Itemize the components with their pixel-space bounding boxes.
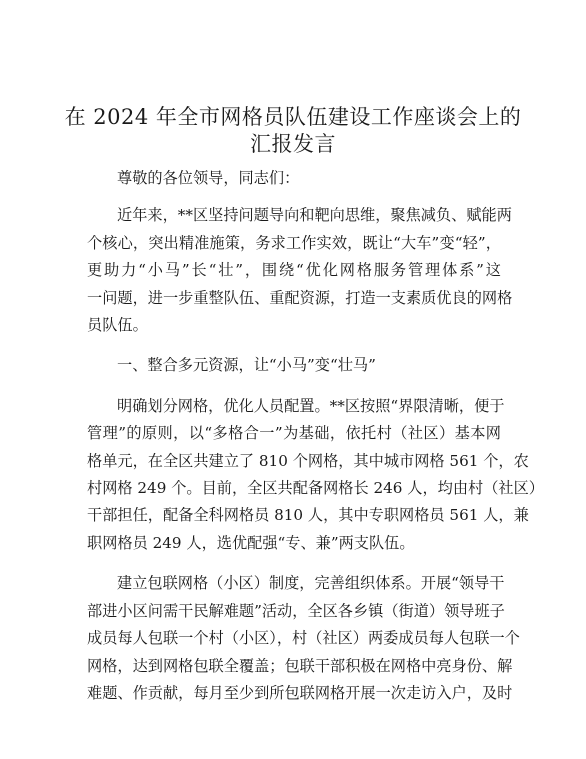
intro-line: 个核心，突出精准施策，务求工作实效，既让“大车”变“轻”，	[87, 233, 501, 252]
intro-paragraph	[87, 202, 513, 339]
salutation-text: 尊敬的各位领导，同志们：	[117, 169, 300, 187]
paragraph-line: 干部担任，配备全科网格员 810 人，其中专职网格员 561 人，兼	[87, 506, 529, 525]
paragraph-line: 管理”的原则，以“多格合一”为基础，依托村（社区）基本网	[87, 424, 501, 443]
grid-division-paragraph	[87, 393, 544, 557]
salutation	[87, 165, 501, 192]
intro-line: 员队伍。	[87, 316, 148, 335]
paragraph-line: 职网格员 249 人，选优配强“专、兼”两支队伍。	[87, 533, 415, 552]
contact-system-paragraph	[87, 570, 520, 707]
intro-line: 近年来，**区坚持问题导向和靶向思维，聚焦减负、赋能两	[117, 206, 512, 225]
paragraph-line: 网格，达到网格包联全覆盖；包联干部积极在网格中亮身份、解	[87, 656, 513, 675]
document-body	[87, 165, 544, 707]
document-title-line2: 汇报发言	[250, 132, 336, 156]
document-title-line1: 在 2024 年全市网格员队伍建设工作座谈会上的	[64, 105, 522, 129]
intro-line: 更助力“小马”长“壮”，围绕“优化网格服务管理体系”这	[87, 261, 501, 280]
paragraph-line: 建立包联网格（小区）制度，完善组织体系。开展“领导干	[117, 574, 505, 593]
paragraph-line: 明确划分网格，优化人员配置。**区按照“界限清晰，便于	[117, 396, 505, 415]
paragraph-line: 成员每人包联一个村（小区），村（社区）两委成员每人包联一个	[87, 629, 520, 648]
paragraph-line: 村网格 249 个。目前，全区共配备网格长 246 人，均由村（社区）	[87, 479, 544, 498]
paragraph-line: 难题、作贡献，每月至少到所包联网格开展一次走访入户，及时	[87, 683, 513, 702]
intro-line: 一问题，进一步重整队伍、重配资源，打造一支素质优良的网格	[87, 288, 513, 307]
paragraph-line: 部进小区问需干民解难题”活动，全区各乡镇（街道）领导班子	[87, 601, 505, 620]
paragraph-line: 格单元，在全区共建立了 810 个网格，其中城市网格 561 个，农	[87, 451, 529, 470]
section1-heading-text: 一、整合多元资源，让“小马”变“壮马”	[117, 356, 376, 375]
section1-heading	[87, 352, 501, 379]
